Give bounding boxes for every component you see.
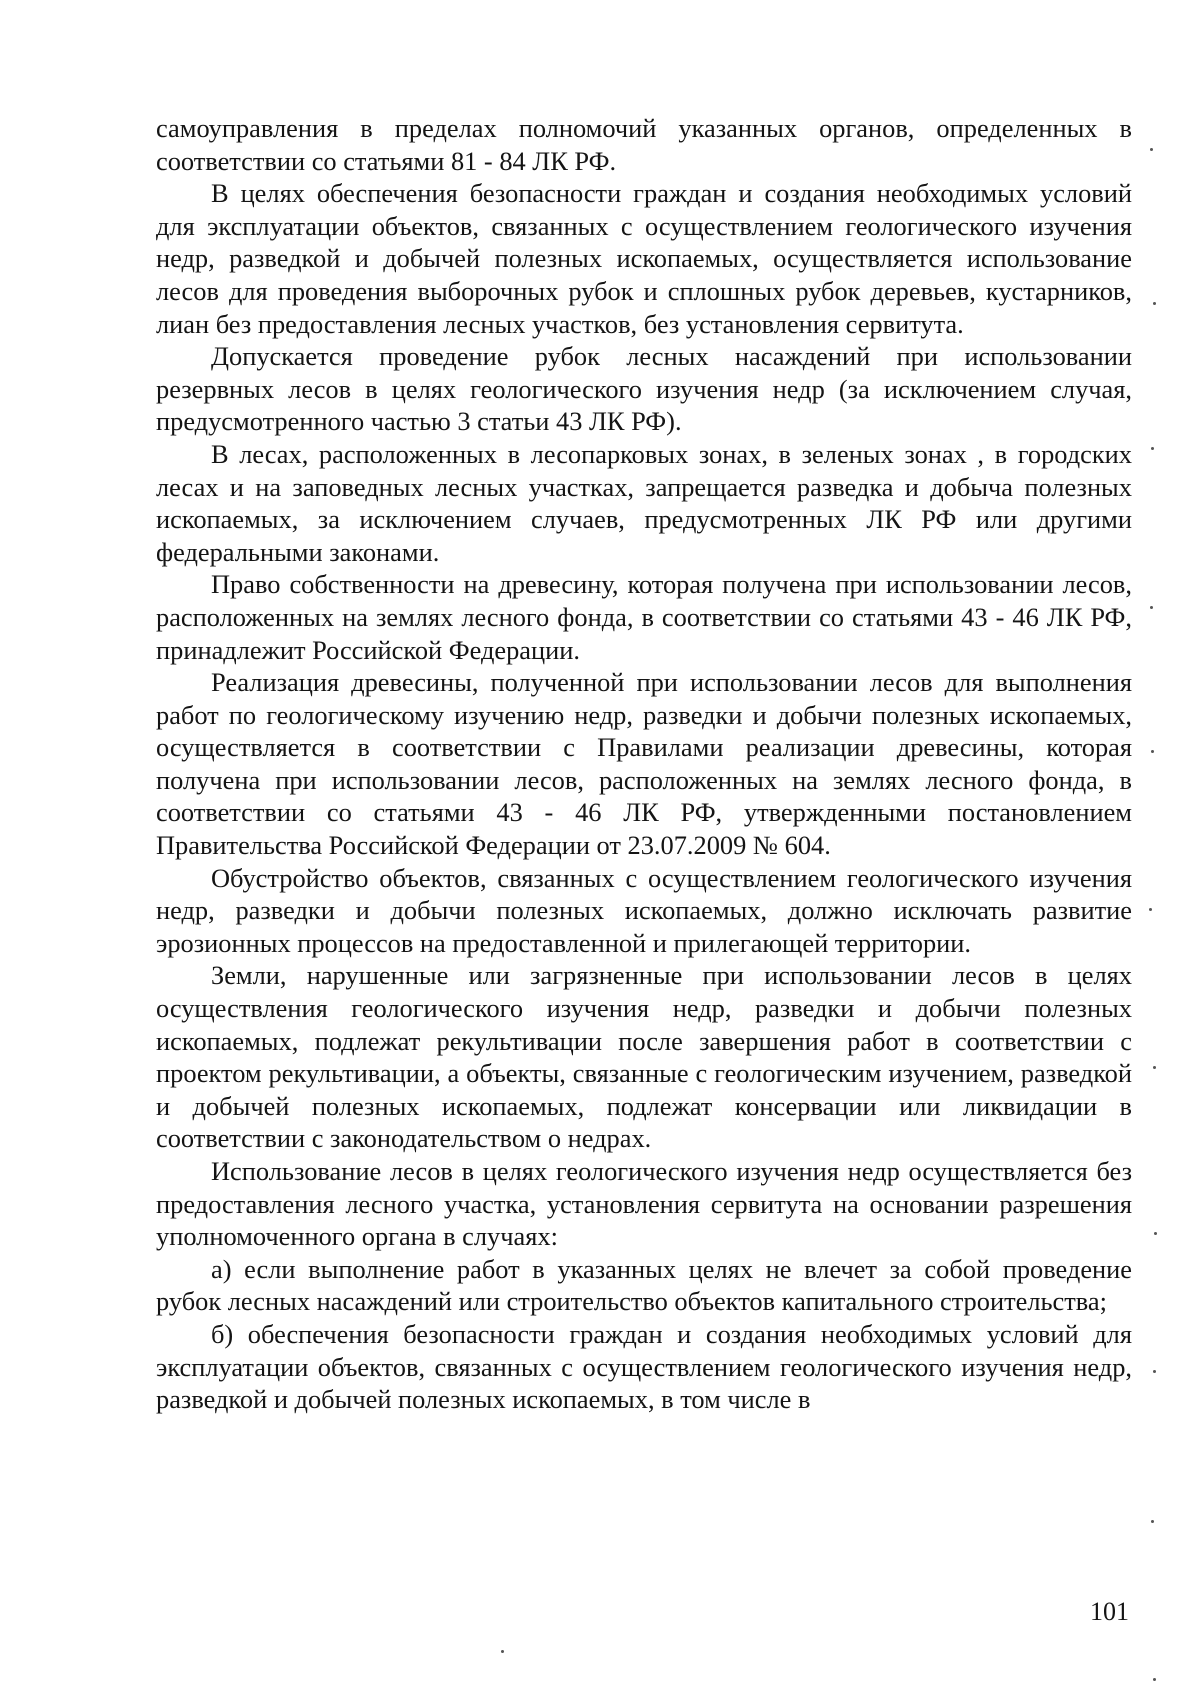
scan-speck xyxy=(1153,1678,1156,1681)
paragraph-erosion: Обустройство объектов, связанных с осуществлением геологического изучения недр, разведки и добычи полезных ископаемых, должно исключать развитие эрозионных процессов на предоставленной и прилегающей территории. xyxy=(156,862,1132,958)
scan-speck xyxy=(1151,1520,1154,1523)
scan-speck xyxy=(501,1650,504,1653)
paragraph-safety-clearing: В целях обеспечения безопасности граждан и создания необходимых условий для эксплуатации объектов, связанных с осуществлением геологического изучения недр, разведкой и добычей полезных ископаемых, осуществляется использование лесов для проведения выборочных рубок и сплошных рубок деревьев, кустарников, лиан без предоставления лесных участков, без установления сервитута. xyxy=(156,178,1132,339)
scan-speck xyxy=(1153,1066,1156,1069)
paragraph-case-a: а) если выполнение работ в указанных целях не влечет за собой проведение рубок лесных насаждений или строительство объектов капитального строительства; xyxy=(156,1253,1132,1317)
scan-speck xyxy=(1150,606,1153,609)
scan-speck xyxy=(1154,1232,1157,1235)
paragraph-permit-cases: Использование лесов в целях геологического изучения недр осуществляется без предоставления лесного участка, установления сервитута на основании разрешения уполномоченного органа в случаях: xyxy=(156,1156,1132,1252)
paragraph-recultivation: Земли, нарушенные или загрязненные при использовании лесов в целях осуществления геологического изучения недр, разведки и добычи полезных ископаемых, подлежат рекультивации после завершения работ в соответствии с проектом рекультивации, а объекты, связанные с геологическим изучением, разведкой и добычей полезных ископаемых, подлежат консервации или ликвидации в соответствии с законодательством о недрах. xyxy=(156,960,1132,1154)
paragraph-case-b: б) обеспечения безопасности граждан и создания необходимых условий для эксплуатации объектов, связанных с осуществлением геологического изучения недр, разведкой и добычей полезных ископаемых, в том числе в xyxy=(156,1318,1132,1415)
scan-speck xyxy=(1151,750,1154,753)
scan-speck xyxy=(1151,447,1154,450)
paragraph-prohibited-zones: В лесах, расположенных в лесопарковых зонах, в зеленых зонах , в городских лесах и на заповедных лесных участках, запрещается разведка и добыча полезных ископаемых, за исключением случаев, предусмотренных ЛК РФ или другими федеральными законами. xyxy=(156,438,1132,567)
paragraph-timber-ownership: Право собственности на древесину, которая получена при использовании лесов, расположенных на землях лесного фонда, в соответствии со статьями 43 - 46 ЛК РФ, принадлежит Российской Федерации. xyxy=(156,569,1132,665)
paragraph-timber-sale: Реализация древесины, полученной при использовании лесов для выполнения работ по геологическому изучению недр, разведки и добычи полезных ископаемых, осуществляется в соответствии с Правилами реализации древесины, которая получена при использовании лесов, расположенных на землях лесного фонда, в соответствии со статьями 43 - 46 ЛК РФ, утвержденными постановлением Правительства Российской Федерации от 23.07.2009 № 604. xyxy=(156,667,1132,861)
document-body xyxy=(156,112,1132,1416)
scan-speck xyxy=(1149,908,1152,911)
paragraph-reserve-forests: Допускается проведение рубок лесных насаждений при использовании резервных лесов в целях геологического изучения недр (за исключением случая, предусмотренного частью 3 статьи 43 ЛК РФ). xyxy=(156,341,1132,437)
paragraph-continuation: самоуправления в пределах полномочий указанных органов, определенных в соответствии со статьями 81 - 84 ЛК РФ. xyxy=(156,113,1132,176)
scan-speck xyxy=(1150,148,1153,151)
scan-speck xyxy=(1153,1370,1156,1373)
scan-speck xyxy=(1153,302,1156,305)
page-number: 101 xyxy=(1090,1597,1129,1626)
